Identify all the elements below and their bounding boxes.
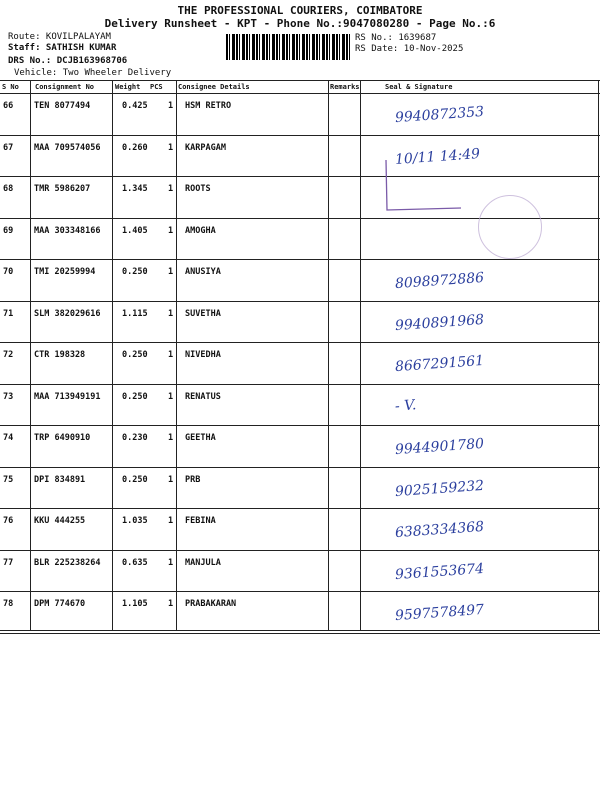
handwritten-signature: - V.: [394, 396, 417, 415]
pcs-cell: 1: [168, 225, 174, 236]
table-row: [0, 591, 600, 632]
handwritten-signature: 9025159232: [394, 477, 485, 500]
table-row: [0, 550, 600, 591]
handwritten-signature: 9361553674: [394, 560, 485, 583]
pcs-cell: 1: [168, 516, 174, 526]
sno-cell: 69: [3, 225, 14, 236]
runsheet-title: Delivery Runsheet - KPT - Phone No.:9047080280 - Page No.:6: [104, 17, 496, 30]
consignee-cell: HSM RETRO: [185, 101, 232, 111]
table-row: [0, 342, 600, 383]
pcs-cell: 1: [168, 308, 174, 319]
rs-number: RS No.: 1639687: [355, 33, 437, 43]
col-header-consignment: Consignment No: [35, 83, 95, 91]
table-row: [0, 135, 600, 176]
col-header-signature: Seal & Signature: [385, 83, 453, 91]
consignee-cell: ROOTS: [185, 184, 211, 194]
consignee-cell: NIVEDHA: [185, 350, 221, 360]
sno-cell: 72: [3, 350, 14, 360]
consignee-cell: KARPAGAM: [185, 142, 226, 153]
pcs-cell: 1: [168, 474, 174, 485]
col-header-consignee: Consignee Details: [178, 83, 250, 91]
consignee-cell: PRB: [185, 474, 201, 485]
consignment-cell: MAA 709574056: [34, 142, 101, 153]
vehicle-label: Vehicle: Two Wheeler Delivery: [14, 68, 172, 78]
rs-date: RS Date: 10-Nov-2025: [355, 44, 464, 54]
sno-cell: 78: [3, 599, 14, 609]
weight-cell: 1.345: [122, 184, 148, 194]
sno-cell: 75: [3, 474, 14, 485]
handwritten-signature: 9940872353: [394, 103, 485, 127]
handwritten-signature: 9597578497: [394, 601, 485, 625]
runsheet-table: [0, 80, 600, 630]
sno-cell: 70: [3, 267, 14, 277]
consignee-cell: MANJULA: [185, 557, 221, 568]
pcs-cell: 1: [168, 599, 174, 609]
pcs-cell: 1: [168, 101, 174, 111]
pcs-cell: 1: [168, 557, 174, 568]
consignee-cell: SUVETHA: [185, 308, 221, 319]
consignee-cell: ANUSIYA: [185, 267, 221, 277]
consignment-cell: DPM 774670: [34, 599, 86, 609]
col-header-pcs: PCS: [150, 83, 163, 91]
table-row: [0, 425, 600, 466]
sno-cell: 74: [3, 433, 14, 443]
handwritten-signature: 9940891968: [394, 311, 485, 334]
consignment-cell: KKU 444255: [34, 516, 86, 526]
table-row: [0, 93, 600, 134]
pcs-cell: 1: [168, 391, 174, 402]
pcs-cell: 1: [168, 184, 174, 194]
consignment-cell: BLR 225238264: [34, 557, 101, 568]
drs-label: DRS No.: DCJB163968706: [8, 56, 128, 66]
weight-cell: 0.260: [122, 142, 148, 153]
handwritten-signature: 8667291561: [394, 352, 485, 376]
consignment-cell: TEN 8077494: [34, 101, 91, 111]
staff-label: Staff: SATHISH KUMAR: [8, 43, 117, 53]
table-row: [0, 301, 600, 342]
pcs-cell: 1: [168, 142, 174, 153]
barcode-image: [226, 34, 352, 60]
company-seal: [478, 195, 542, 259]
consignee-cell: RENATUS: [185, 391, 221, 402]
sno-cell: 76: [3, 516, 14, 526]
col-header-remarks: Remarks: [330, 83, 360, 91]
sno-cell: 67: [3, 142, 14, 153]
consignee-cell: PRABAKARAN: [185, 599, 237, 609]
consignee-cell: GEETHA: [185, 433, 216, 443]
pcs-cell: 1: [168, 350, 174, 360]
sno-cell: 77: [3, 557, 14, 568]
weight-cell: 0.230: [122, 433, 148, 443]
consignment-cell: MAA 713949191: [34, 391, 101, 402]
weight-cell: 0.425: [122, 101, 148, 111]
weight-cell: 1.115: [122, 308, 148, 319]
weight-cell: 1.035: [122, 516, 148, 526]
consignment-cell: TMR 5986207: [34, 184, 91, 194]
sno-cell: 66: [3, 101, 14, 111]
weight-cell: 0.250: [122, 267, 148, 277]
consignment-cell: MAA 303348166: [34, 225, 101, 236]
weight-cell: 0.250: [122, 350, 148, 360]
sno-cell: 71: [3, 308, 14, 319]
table-row: [0, 259, 600, 300]
pcs-cell: 1: [168, 433, 174, 443]
weight-cell: 0.635: [122, 557, 148, 568]
sno-cell: 73: [3, 391, 14, 402]
weight-cell: 1.105: [122, 599, 148, 609]
weight-cell: 0.250: [122, 391, 148, 402]
weight-cell: 0.250: [122, 474, 148, 485]
consignment-cell: TRP 6490910: [34, 433, 91, 443]
route-label: Route: KOVILPALAYAM: [8, 32, 111, 42]
consignee-cell: FEBINA: [185, 516, 216, 526]
handwritten-signature: 6383334368: [394, 518, 485, 542]
col-header-weight: Weight: [115, 83, 141, 91]
handwritten-signature: 10/11 14:49: [394, 145, 481, 168]
consignment-cell: TMI 20259994: [34, 267, 96, 277]
handwritten-signature: 9944901780: [394, 435, 485, 459]
weight-cell: 1.405: [122, 225, 148, 236]
col-header-sno: S No: [2, 83, 19, 91]
sno-cell: 68: [3, 184, 14, 194]
consignment-cell: CTR 198328: [34, 350, 86, 360]
pcs-cell: 1: [168, 267, 174, 277]
consignment-cell: DPI 834891: [34, 474, 86, 485]
table-row: [0, 508, 600, 549]
table-row: [0, 384, 600, 425]
company-title: THE PROFESSIONAL COURIERS, COIMBATORE: [177, 4, 423, 17]
handwritten-signature: 8098972886: [394, 269, 485, 293]
table-row: [0, 467, 600, 508]
consignment-cell: SLM 382029616: [34, 308, 101, 319]
delivery-stamp-box: [383, 150, 463, 214]
consignee-cell: AMOGHA: [185, 225, 216, 236]
